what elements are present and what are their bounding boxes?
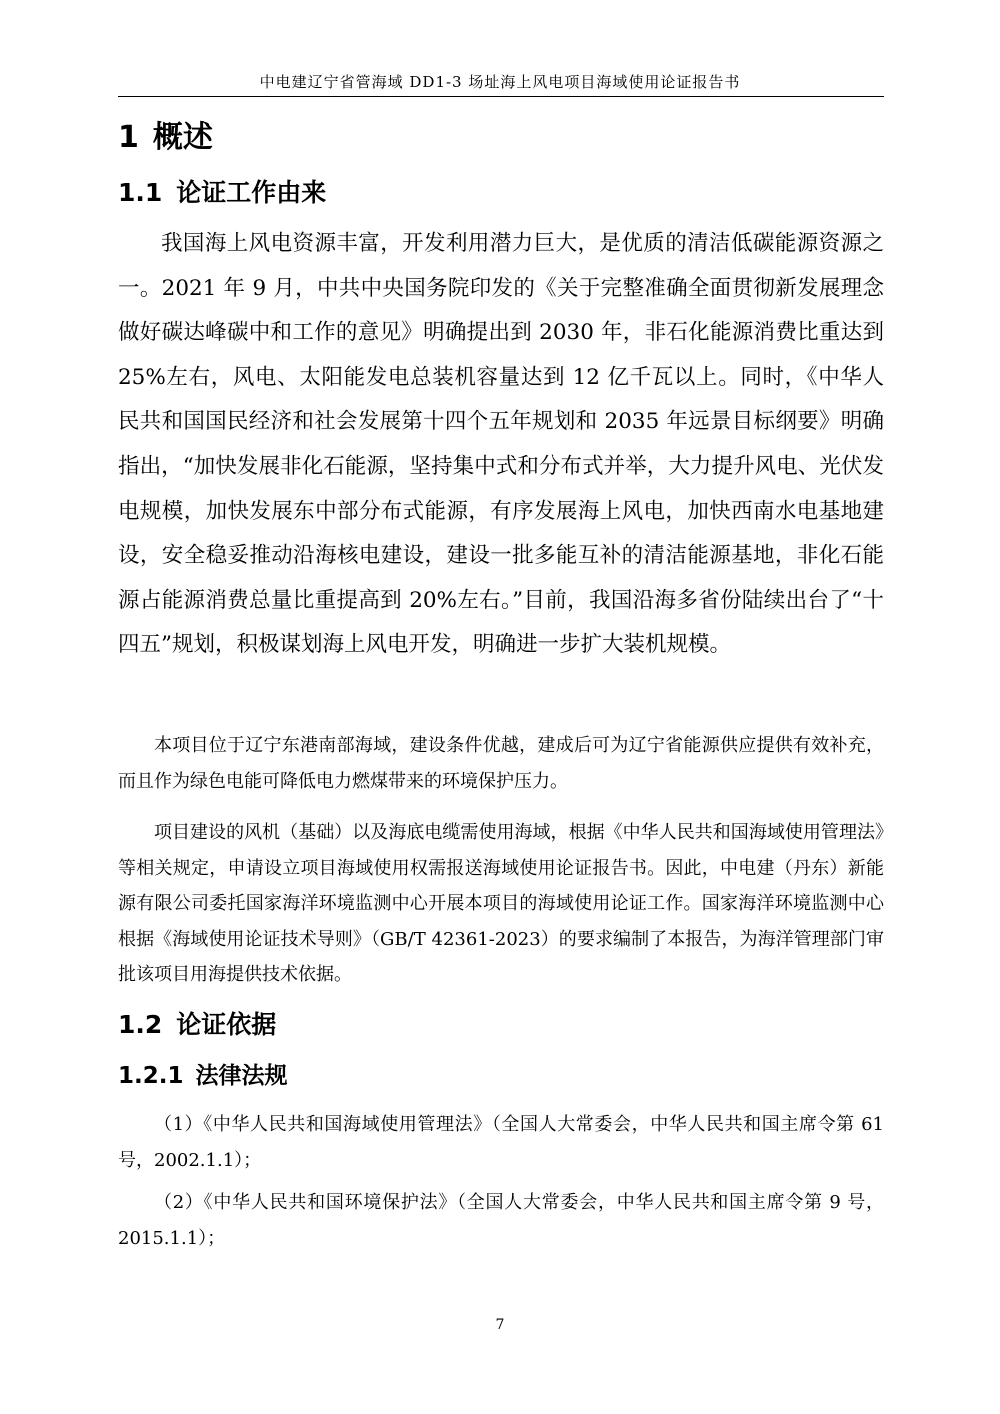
section-1-2-1-number: 1.2.1 — [118, 1063, 184, 1089]
section-1-1-title: 论证工作由来 — [176, 178, 327, 207]
paragraph-policy-background: 我国海上风电资源丰富，开发利用潜力巨大，是优质的清洁低碳能源资源之一。2021 年 9 月，中共中央国务院印发的《关于完整准确全面贯彻新发展理念做好碳达峰碳中和工作的意见》明确提出到 2030 年，非石化能源消费比重达到 25%左右，风电、太阳能发电总装机容量达到 12 亿千瓦以上。同时，《中华人民共和国国民经济和社会发展第十四个五年规划和 2035 年远景目标纲要》明确指出，“加快发展非化石能源，坚持集中式和分布式并举，大力提升风电、光伏发电规模，加快发展东中部分布式能源，有序发展海上风电，加快西南水电基地建设，安全稳妥推动沿海核电建设，建设一批多能互补的清洁能源基地，非化石能源占能源消费总量比重提高到 20%左右。”目前，我国沿海多省份陆续出台了“十四五”规划，积极谋划海上风电开发，明确进一步扩大装机规模。 — [118, 231, 884, 658]
section-1-2-1-title: 法律法规 — [195, 1063, 288, 1089]
running-header-title: 中电建辽宁省管海域 DD1-3 场址海上风电项目海域使用论证报告书 — [259, 73, 741, 91]
section-1-2-title: 论证依据 — [176, 1010, 277, 1039]
law-list-item: （2）《中华人民共和国环境保护法》（全国人大常委会，中华人民共和国主席令第 9 号，2015.1.1）； — [118, 1192, 884, 1249]
page-number: 7 — [495, 1317, 505, 1333]
section-1-2-number: 1.2 — [118, 1010, 163, 1039]
paragraph-project-location: 本项目位于辽宁东港南部海域，建设条件优越，建成后可为辽宁省能源供应提供有效补充，而且作为绿色电能可降低电力燃煤带来的环境保护压力。 — [118, 735, 884, 792]
section-1-2-1-heading — [118, 1060, 288, 1092]
paragraph-commission: 项目建设的风机（基础）以及海底电缆需使用海域，根据《中华人民共和国海域使用管理法》等相关规定，申请设立项目海域使用权需报送海域使用论证报告书。因此，中电建（丹东）新能源有限公司委托国家海洋环境监测中心开展本项目的海域使用论证工作。国家海洋环境监测中心根据《海域使用论证技术导则》（GB/T 42361-2023）的要求编制了本报告，为海洋管理部门审批该项目用海提供技术依据。 — [118, 822, 884, 985]
law-list-item: （1）《中华人民共和国海域使用管理法》（全国人大常委会，中华人民共和国主席令第 61 号，2002.1.1）； — [118, 1114, 884, 1171]
section-1-1-heading — [118, 176, 326, 210]
section-1-2-heading — [118, 1008, 276, 1042]
chapter-heading — [118, 118, 213, 158]
chapter-number: 1 — [118, 120, 139, 155]
section-1-1-number: 1.1 — [118, 178, 163, 207]
chapter-title: 概述 — [152, 120, 213, 155]
header-divider — [118, 96, 884, 97]
